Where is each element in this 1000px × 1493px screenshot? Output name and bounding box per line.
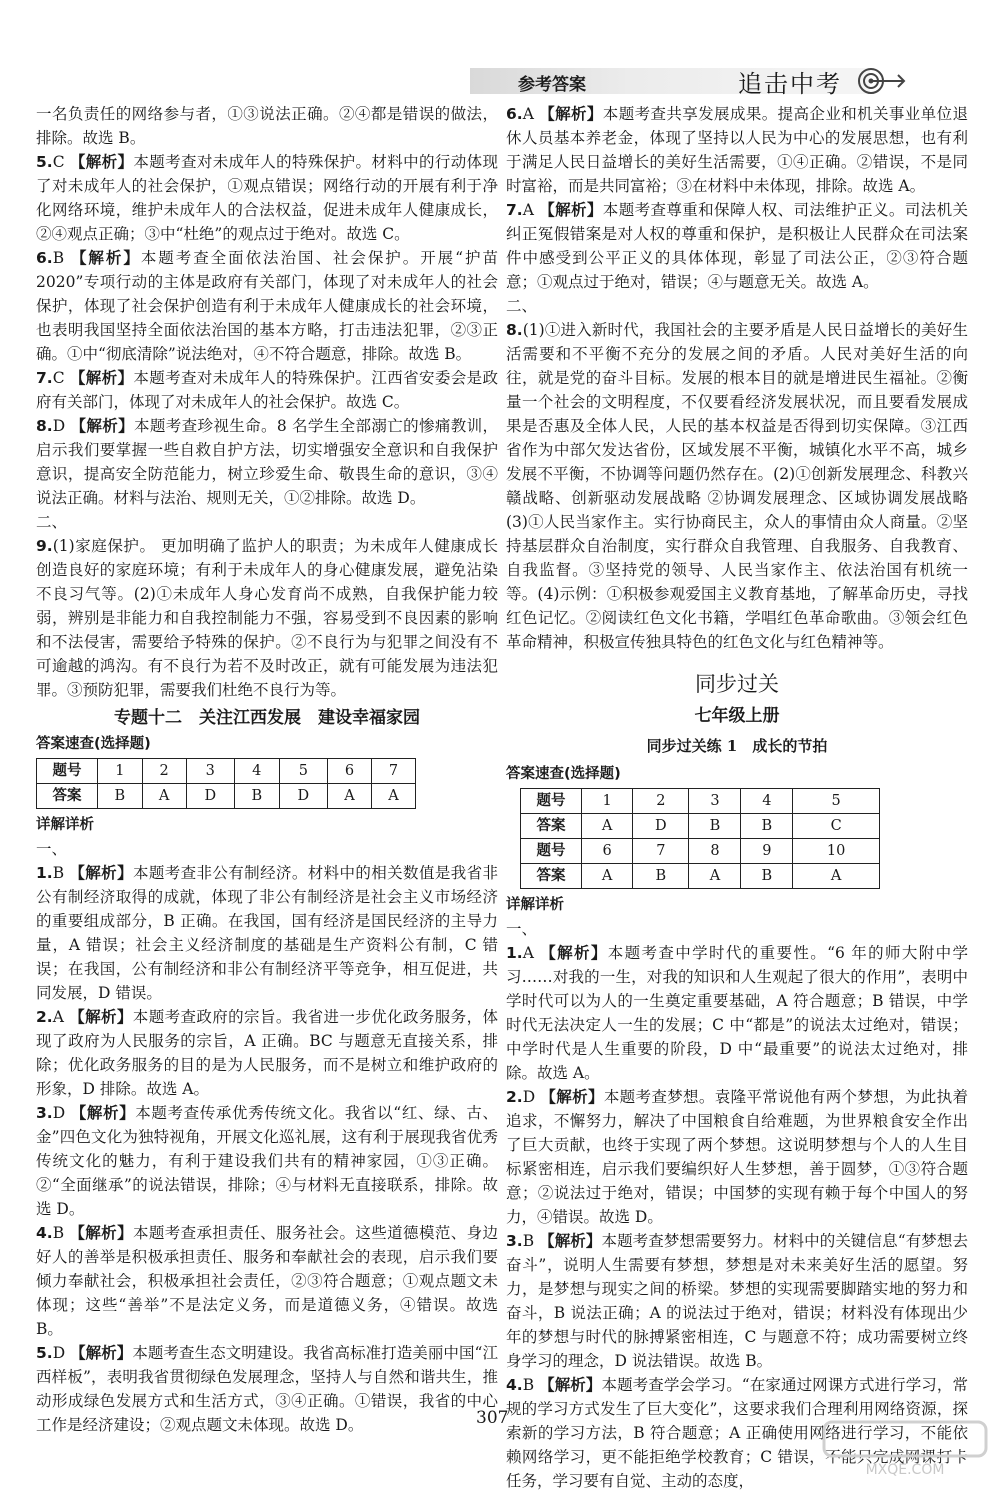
topic-heading: 专题十二 关注江西发展 建设幸福家园 bbox=[114, 708, 420, 728]
answer-item bbox=[506, 1085, 968, 1229]
right-answer-list-2 bbox=[506, 941, 968, 1493]
table-cell: 7 bbox=[633, 839, 689, 864]
answer-item bbox=[36, 1221, 498, 1341]
table-cell: D bbox=[186, 784, 234, 809]
table-cell: 7 bbox=[371, 759, 415, 784]
table-cell: 1 bbox=[98, 759, 143, 784]
table-cell: A bbox=[582, 814, 633, 839]
item-text: (1)①进入新时代，我国社会的主要矛盾是人民日益增长的美好生活需要和不平衡不充分的发展之间的矛盾。人民对美好生活的向往，就是党的奋斗目标。发展的根本目的就是增进民生福祉。②衡量一个社会的文明程度，不仅要看经济发展状况，而且要看发展成果是否惠及全体人民，人民的基本权益是否得到切实保障。③江西省作为中部欠发达省份，区域发展不平衡，城镇化水平不高，城乡发展不平衡，不协调等问题仍然存在。(2)①创新发展理念、科教兴赣战略、创新驱动发展战略 ②协调发展理念、区域协调发展战略 (3)①人民当家作主。实行协商民主，众人的事情由众人商量。②坚持基层群众自治制度，实行群众自我管理、自我服务、自我教育、自我监督。③坚持党的领导、人民当家作主、依法治国有机统一等。(4)示例：①积极参观爱国主义教育基地，了解革命历史，寻找红色记忆。②阅读红色文化书籍，学唱红色革命歌曲。③领会红色革命精神，积极宣传独具特色的红色文化与红色精神等。 bbox=[506, 321, 968, 651]
item-answer: D bbox=[52, 1104, 66, 1122]
left-quick-check-label: 答案速查(选择题) bbox=[36, 736, 151, 752]
answer-item bbox=[36, 861, 498, 1005]
answer-item bbox=[36, 246, 498, 366]
item-number: 8. bbox=[36, 417, 53, 435]
item-text: 本题考查珍视生命。8 名学生全部溺亡的惨痛教训，启示我们要掌握一些自救自护方法，切实增强安全意识和自我保护意识，提高安全防范能力，树立珍爱生命、敬畏生命的意识，③④说法正确。材料与法治、规则无关，①②排除。故选 D。 bbox=[36, 417, 498, 507]
right-detail-label: 详解详析 bbox=[506, 897, 564, 913]
target-arrow-icon bbox=[856, 66, 908, 96]
item-answer: C bbox=[52, 153, 65, 171]
row-label: 答案 bbox=[521, 864, 582, 889]
table-cell: 3 bbox=[186, 759, 234, 784]
analysis-label: 【解析】 bbox=[539, 200, 603, 219]
table-cell: B bbox=[98, 784, 143, 809]
exercise-title: 同步过关练 1 成长的节拍 bbox=[646, 737, 828, 755]
table-cell: 3 bbox=[689, 789, 741, 814]
item-number: 6. bbox=[506, 105, 523, 123]
left-detail-label: 详解详析 bbox=[36, 817, 94, 833]
analysis-label: 【解析】 bbox=[70, 1343, 133, 1362]
header-series-title: 追击中考 bbox=[738, 70, 842, 98]
item-text: (1)家庭保护。 更加明确了监护人的职责；为未成年人健康成长创造良好的家庭环境；有利于未成年人的身心健康发展，避免沾染不良习气等。(2)①未成年人身心发育尚不成熟，自我保护能力较弱，辨别是非能力和自我控制能力不强，容易受到不良因素的影响和不法侵害，需要给予特殊的保护。②不良行为与犯罪之间没有不可逾越的鸿沟。有不良行为若不及时改正，就有可能发展为违法犯罪。③预防犯罪，需要我们杜绝不良行为等。 bbox=[36, 537, 498, 699]
table-cell: A bbox=[793, 864, 880, 889]
table-cell: 6 bbox=[582, 839, 633, 864]
answer-item bbox=[36, 1005, 498, 1101]
item-answer: B bbox=[52, 249, 65, 267]
right-answer-table bbox=[520, 788, 880, 889]
table-row-answers bbox=[37, 784, 416, 809]
analysis-label: 【解析】 bbox=[540, 1087, 604, 1106]
answer-item bbox=[36, 1341, 498, 1437]
right-quick-check-label: 答案速查(选择题) bbox=[506, 766, 621, 782]
analysis-label: 【解析】 bbox=[69, 1007, 133, 1026]
left-intro-text: 一名负责任的网络参与者，①③说法正确。②④都是错误的做法，排除。故选 B。 bbox=[36, 105, 498, 147]
item-text: 本题考查非公有制经济。材料中的相关数值是我省非公有制经济取得的成就，体现了非公有制经济是社会主义市场经济的重要组成部分，B 正确。在我国，国有经济是国民经济的主导力量，A 错误；社会主义经济制度的基础是生产资料公有制，C 错误；在我国，公有制经济和非公有制经济平等竞争，相互促进，共同发展，D 错误。 bbox=[36, 864, 498, 1002]
table-cell: B bbox=[689, 814, 741, 839]
analysis-label: 【解析】 bbox=[70, 1103, 136, 1122]
right-part-one-heading: 一、 bbox=[506, 920, 538, 938]
item-text: 本题考查传承优秀传统文化。我省以“红、绿、古、金”四色文化为独特视角，开展文化巡礼展，这有利于展现我省优秀传统文化的魅力，有利于建设我们共有的精神家园，①③正确。②“全面继承”的说法错误，排除；④与材料无直接联系，排除。故选 D。 bbox=[36, 1104, 498, 1218]
right-item-8 bbox=[506, 318, 968, 654]
item-number: 3. bbox=[36, 1104, 53, 1122]
item-text: 本题考查对未成年人的特殊保护。材料中的行动体现了对未成年人的社会保护，①观点错误；网络行动的开展有利于净化网络环境，维护未成年人的合法权益，促进未成年人健康成长，②④观点正确；③中“杜绝”的观点过于绝对。故选 C。 bbox=[36, 153, 498, 243]
analysis-label: 【解析】 bbox=[539, 1375, 602, 1394]
item-answer: A bbox=[522, 105, 534, 123]
table-cell: B bbox=[234, 784, 279, 809]
row-label: 答案 bbox=[37, 784, 98, 809]
row-label: 题号 bbox=[521, 789, 582, 814]
item-text: 本题考查梦想。袁隆平常说他有两个梦想，为此执着追求，不懈努力，解决了中国粮食自给难题，为世界粮食安全作出了巨大贡献，也终于实现了两个梦想。这说明梦想与个人的人生目标紧密相连，启示我们要编织好人生梦想，善于圆梦，①③符合题意；②说法过于绝对，错误；中国梦的实现有赖于每个中国人的努力，④错误。故选 D。 bbox=[506, 1088, 968, 1226]
item-text: 本题考查尊重和保障人权、司法维护正义。司法机关纠正冤假错案是对人权的尊重和保护，是积极让人民群众在司法案件中感受到公平正义的具体体现，彰显了司法公正，②③符合题意；①观点过于绝对，错误；④与题意无关。故选 A。 bbox=[506, 201, 968, 291]
page-number: 307 bbox=[476, 1408, 509, 1428]
table-cell: A bbox=[142, 784, 186, 809]
table-cell: A bbox=[582, 864, 633, 889]
item-number: 9. bbox=[36, 537, 53, 555]
item-text: 本题考查政府的宗旨。我省进一步优化政务服务，体现了政府为人民服务的宗旨，A 正确。BC 与题意无直接关系，排除；优化政务服务的目的是为人民服务，而不是树立和维护政府的形象，D 排除。故选 A。 bbox=[36, 1008, 498, 1098]
table-cell: B bbox=[633, 864, 689, 889]
item-number: 6. bbox=[36, 249, 53, 267]
item-answer: A bbox=[522, 201, 534, 219]
left-item-9 bbox=[36, 534, 498, 702]
table-row-numbers bbox=[521, 789, 880, 814]
analysis-label: 【解析】 bbox=[539, 104, 603, 123]
analysis-label: 【解析】 bbox=[539, 1231, 602, 1250]
table-row-numbers bbox=[521, 839, 880, 864]
item-number: 8. bbox=[506, 321, 523, 339]
answer-item bbox=[506, 198, 968, 294]
table-cell: A bbox=[371, 784, 415, 809]
table-row-answers bbox=[521, 864, 880, 889]
answer-item bbox=[36, 150, 498, 246]
item-text: 本题考查共享发展成果。提高企业和机关事业单位退休人员基本养老金，体现了坚持以人民为中心的发展思想，也有利于满足人民日益增长的美好生活需要，①④正确。②错误，不是同时富裕，而是共同富裕；③在材料中未体现，排除。故选 A。 bbox=[506, 105, 968, 195]
page-header bbox=[470, 58, 910, 98]
section-title: 同步过关 bbox=[695, 672, 779, 696]
left-answer-table bbox=[36, 758, 416, 809]
answer-item bbox=[506, 1229, 968, 1373]
item-text: 本题考查生态文明建设。我省高标准打造美丽中国“江西样板”，表明我省贯彻绿色发展理念，坚持人与自然和谐共生，推动形成绿色发展方式和生活方式，③④正确。①错误，我省的中心工作是经济建设；②观点题文未体现。故选 D。 bbox=[36, 1344, 498, 1434]
answer-item bbox=[36, 414, 498, 510]
table-cell: D bbox=[633, 814, 689, 839]
table-cell: 8 bbox=[689, 839, 741, 864]
table-cell: 5 bbox=[793, 789, 880, 814]
left-part-two-heading: 二、 bbox=[36, 513, 68, 531]
analysis-label: 【解析】 bbox=[69, 863, 133, 882]
left-column bbox=[36, 102, 498, 1437]
table-cell: 1 bbox=[582, 789, 633, 814]
table-cell: 2 bbox=[142, 759, 186, 784]
item-text: 本题考查对未成年人的特殊保护。江西省安委会是政府有关部门，体现了对未成年人的社会保护。故选 C。 bbox=[36, 369, 498, 411]
table-cell: B bbox=[741, 814, 793, 839]
item-number: 2. bbox=[36, 1008, 53, 1026]
analysis-label: 【解析】 bbox=[540, 943, 608, 962]
item-answer: B bbox=[52, 864, 65, 882]
analysis-label: 【解析】 bbox=[70, 416, 134, 435]
analysis-label: 【解析】 bbox=[69, 152, 134, 171]
table-cell: 10 bbox=[793, 839, 880, 864]
item-number: 3. bbox=[506, 1232, 523, 1250]
item-number: 2. bbox=[506, 1088, 523, 1106]
row-label: 题号 bbox=[37, 759, 98, 784]
item-text: 本题考查中学时代的重要性。“6 年的师大附中学习……对我的一生，对我的知识和人生观起了很大的作用”，表明中学时代可以为人的一生奠定重要基础，A 符合题意；B 错误，中学时代无法决定人一生的发展；C 中“都是”的说法太过绝对，错误；中学时代是人生重要的阶段，D 中“最重要”的说法太过绝对，排除。故选 A。 bbox=[506, 944, 968, 1082]
item-number: 5. bbox=[36, 153, 53, 171]
item-answer: A bbox=[522, 944, 534, 962]
item-answer: B bbox=[522, 1232, 535, 1250]
answer-item bbox=[36, 366, 498, 414]
item-answer: B bbox=[52, 1224, 65, 1242]
left-answer-list-1 bbox=[36, 150, 498, 510]
right-part-two-heading: 二、 bbox=[506, 297, 538, 315]
left-answer-list-2 bbox=[36, 861, 498, 1437]
item-answer: B bbox=[522, 1376, 535, 1394]
table-cell: 2 bbox=[633, 789, 689, 814]
answer-item bbox=[36, 1101, 498, 1221]
table-cell: A bbox=[689, 864, 741, 889]
table-cell: 6 bbox=[328, 759, 372, 784]
item-text: 本题考查全面依法治国、社会保护。开展“护苗2020”专项行动的主体是政府有关部门，体现了对未成年人的社会保护，体现了社会保护创造有利于未成年人健康成长的社会环境，也表明我国坚持全面依法治国的基本方略，打击违法犯罪，②③正确。①中“彻底清除”说法绝对，④不符合题意，排除。故选 B。 bbox=[36, 249, 498, 363]
item-text: 本题考查学会学习。“在家通过网课方式进行学习，常规的学习方式发生了巨大变化”，这要求我们合理利用网络资源，探索新的学习方法，B 符合题意；A 正确使用网络进行学习，不能依赖网络学习，更不能拒绝学校教育；C 错误，不能只完成网课打卡任务，学习要有自觉、主动的态度， bbox=[506, 1376, 968, 1490]
table-cell: 9 bbox=[741, 839, 793, 864]
table-cell: B bbox=[741, 864, 793, 889]
item-number: 4. bbox=[506, 1376, 523, 1394]
row-label: 答案 bbox=[521, 814, 582, 839]
item-answer: D bbox=[522, 1088, 536, 1106]
item-number: 1. bbox=[506, 944, 523, 962]
table-cell: 5 bbox=[279, 759, 327, 784]
item-number: 7. bbox=[506, 201, 523, 219]
table-cell: 4 bbox=[234, 759, 279, 784]
table-cell: C bbox=[793, 814, 880, 839]
item-number: 4. bbox=[36, 1224, 53, 1242]
item-number: 7. bbox=[36, 369, 53, 387]
item-number: 1. bbox=[36, 864, 53, 882]
item-answer: D bbox=[52, 417, 66, 435]
watermark-logo bbox=[820, 1418, 990, 1478]
item-text: 本题考查承担责任、服务社会。这些道德模范、身边好人的善举是积极承担责任、服务和奉献社会的表现，启示我们要倾力奉献社会，积极承担社会责任，②③符合题意；①观点题文未体现；这些“善举”不是法定义务，而是道德义务，④错误。故选 B。 bbox=[36, 1224, 498, 1338]
analysis-label: 【解析】 bbox=[69, 368, 134, 387]
grade-title: 七年级上册 bbox=[694, 706, 780, 726]
answer-item bbox=[506, 941, 968, 1085]
item-answer: C bbox=[52, 369, 65, 387]
table-cell: A bbox=[328, 784, 372, 809]
item-text: 本题考查梦想需要努力。材料中的关键信息“有梦想去奋斗”，说明人生需要有梦想，梦想是对未来美好生活的愿望。努力，是梦想与现实之间的桥梁。梦想的实现需要脚踏实地的努力和奋斗，B 说法正确；A 的说法过于绝对，错误；材料没有体现出少年的梦想与时代的脉搏紧密相连，C 与题意不符；成功需要树立终身学习的理念，D 说法错误。故选 B。 bbox=[506, 1232, 968, 1370]
table-cell: D bbox=[279, 784, 327, 809]
table-row-answers bbox=[521, 814, 880, 839]
right-column bbox=[506, 102, 968, 1493]
header-answer-label: 参考答案 bbox=[518, 75, 586, 95]
item-answer: D bbox=[52, 1344, 66, 1362]
right-answer-list-1 bbox=[506, 102, 968, 294]
watermark-text: MXQE.COM bbox=[865, 1462, 945, 1478]
analysis-label: 【解析】 bbox=[70, 248, 141, 267]
item-number: 5. bbox=[36, 1344, 53, 1362]
analysis-label: 【解析】 bbox=[69, 1223, 133, 1242]
answer-item bbox=[506, 102, 968, 198]
table-row-numbers bbox=[37, 759, 416, 784]
table-cell: 4 bbox=[741, 789, 793, 814]
item-answer: A bbox=[52, 1008, 64, 1026]
left-part-one-heading: 一、 bbox=[36, 840, 68, 858]
row-label: 题号 bbox=[521, 839, 582, 864]
